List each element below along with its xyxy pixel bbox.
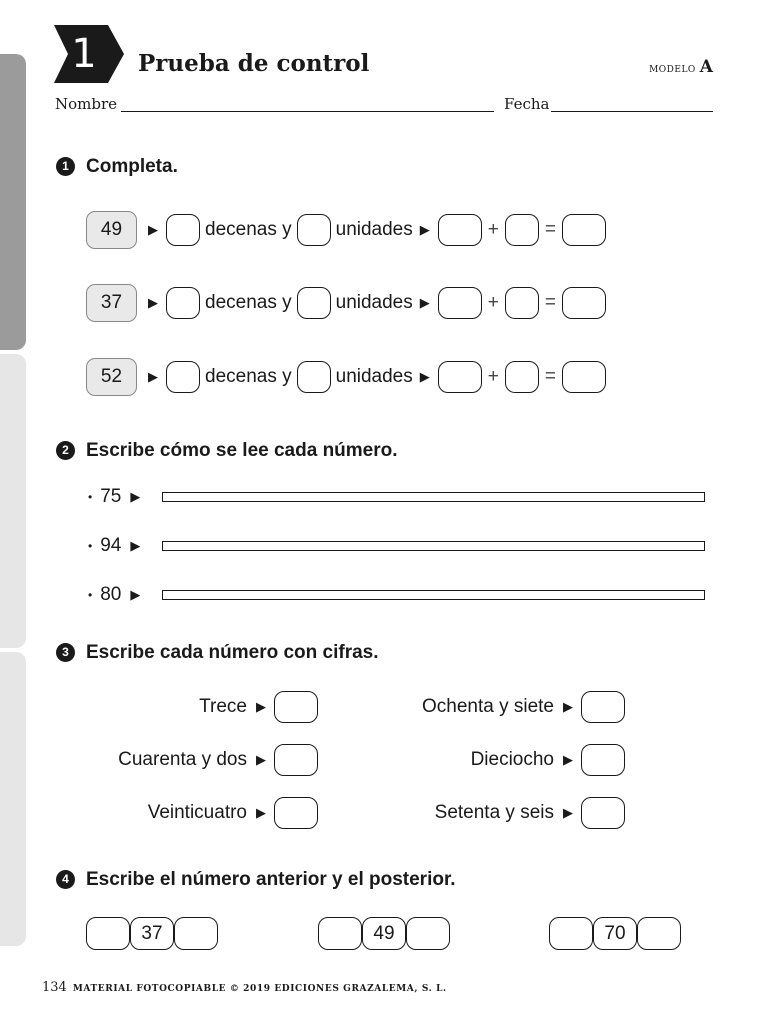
decompose-row: [86, 283, 606, 323]
exercise-number-badge: 2: [56, 441, 75, 460]
tens-label: decenas y: [205, 366, 292, 387]
addend-box[interactable]: [505, 214, 539, 246]
equals-sign: =: [544, 292, 556, 313]
write-answer-line[interactable]: [162, 590, 705, 600]
number-answer-box[interactable]: [274, 691, 318, 723]
given-number: 52: [86, 358, 137, 396]
arrow-icon: ▶: [148, 222, 158, 237]
arrow-icon: ▶: [130, 538, 141, 553]
word-to-number-row: [148, 796, 318, 830]
page-footer: [42, 980, 447, 995]
arrow-icon: ▶: [563, 805, 573, 820]
next-number-box[interactable]: [406, 917, 450, 950]
word-to-number-row: [199, 690, 318, 724]
write-answer-line[interactable]: [162, 541, 705, 551]
neighbor-sequence: [318, 917, 450, 950]
given-number: 49: [362, 917, 406, 950]
exercise-title: Escribe cómo se lee cada número.: [86, 440, 398, 461]
tens-answer-box[interactable]: [166, 287, 200, 319]
neighbor-sequence: [549, 917, 681, 950]
number-word: Setenta y seis: [434, 802, 554, 823]
arrow-icon: ▶: [563, 752, 573, 767]
arrow-icon: ▶: [130, 489, 141, 504]
number-word: Dieciocho: [470, 749, 554, 770]
exercise-3-heading: [56, 642, 379, 664]
sum-box[interactable]: [562, 287, 606, 319]
write-answer-line[interactable]: [162, 492, 705, 502]
equals-sign: =: [544, 366, 556, 387]
arrow-icon: ▶: [256, 699, 266, 714]
arrow-icon: ▶: [130, 587, 141, 602]
given-number: 70: [593, 917, 637, 950]
previous-number-box[interactable]: [318, 917, 362, 950]
units-label: unidades: [335, 219, 413, 240]
given-number: 37: [86, 284, 137, 322]
arrow-icon: ▶: [256, 805, 266, 820]
word-to-number-row: [422, 690, 625, 724]
previous-number-box[interactable]: [549, 917, 593, 950]
bullet: •: [88, 539, 93, 553]
plus-sign: +: [487, 219, 499, 240]
number-word: Ochenta y siete: [421, 696, 554, 717]
arrow-icon: ▶: [419, 222, 430, 237]
addend-box[interactable]: [438, 287, 482, 319]
equals-sign: =: [544, 219, 556, 240]
units-label: unidades: [335, 292, 413, 313]
exercise-number-badge: 4: [56, 870, 75, 889]
exercise-title: Escribe cada número con cifras.: [86, 642, 379, 663]
side-tab: [0, 354, 26, 648]
page-number: 134: [42, 980, 67, 995]
units-label: unidades: [335, 366, 413, 387]
arrow-icon: ▶: [148, 369, 158, 384]
number-answer-box[interactable]: [274, 744, 318, 776]
word-to-number-row: [435, 796, 625, 830]
number-answer-box[interactable]: [581, 691, 625, 723]
name-label: Nombre: [55, 95, 118, 113]
number-to-read: 80: [100, 584, 122, 605]
number-word: Cuarenta y dos: [118, 749, 247, 770]
number-to-read: 75: [100, 486, 122, 507]
number-answer-box[interactable]: [581, 744, 625, 776]
read-number-row: [88, 485, 140, 509]
exercise-4-heading: [56, 869, 456, 891]
side-tab: [0, 652, 26, 946]
decompose-row: [86, 357, 606, 397]
neighbor-sequence: [86, 917, 218, 950]
given-number: 49: [86, 211, 137, 249]
units-answer-box[interactable]: [297, 287, 331, 319]
addend-box[interactable]: [505, 361, 539, 393]
number-answer-box[interactable]: [581, 797, 625, 829]
given-number: 37: [130, 917, 174, 950]
date-label: Fecha: [504, 95, 550, 113]
sum-box[interactable]: [562, 214, 606, 246]
tens-answer-box[interactable]: [166, 361, 200, 393]
word-to-number-row: [471, 743, 625, 777]
exercise-1-heading: [56, 156, 178, 178]
model-indicator: [649, 57, 713, 77]
arrow-icon: ▶: [256, 752, 266, 767]
side-tab-active: [0, 54, 26, 350]
tens-label: decenas y: [205, 292, 292, 313]
exercise-number-badge: 3: [56, 643, 75, 662]
addend-box[interactable]: [505, 287, 539, 319]
read-number-row: [88, 583, 140, 607]
unit-number: 1: [71, 31, 97, 77]
number-word: Veinticuatro: [147, 802, 247, 823]
date-field[interactable]: [551, 111, 713, 112]
units-answer-box[interactable]: [297, 214, 331, 246]
exercise-title: Escribe el número anterior y el posterior.: [86, 869, 456, 890]
addend-box[interactable]: [438, 361, 482, 393]
bullet: •: [88, 490, 93, 504]
model-value: A: [699, 57, 713, 77]
exercise-2-heading: [56, 440, 398, 462]
number-to-read: 94: [100, 535, 122, 556]
page-title: Prueba de control: [138, 50, 370, 77]
addend-box[interactable]: [438, 214, 482, 246]
name-field[interactable]: [121, 111, 494, 112]
previous-number-box[interactable]: [86, 917, 130, 950]
model-label: modelo: [649, 61, 696, 76]
bullet: •: [88, 588, 93, 602]
word-to-number-row: [118, 743, 318, 777]
decompose-row: [86, 210, 606, 250]
next-number-box[interactable]: [637, 917, 681, 950]
arrow-icon: ▶: [148, 295, 158, 310]
tens-answer-box[interactable]: [166, 214, 200, 246]
units-answer-box[interactable]: [297, 361, 331, 393]
next-number-box[interactable]: [174, 917, 218, 950]
sum-box[interactable]: [562, 361, 606, 393]
exercise-title: Completa.: [86, 156, 178, 177]
unit-badge: [54, 25, 124, 83]
arrow-icon: ▶: [563, 699, 573, 714]
plus-sign: +: [487, 366, 499, 387]
arrow-icon: ▶: [419, 369, 430, 384]
number-answer-box[interactable]: [274, 797, 318, 829]
copyright-text: MATERIAL FOTOCOPIABLE © 2019 EDICIONES GRAZALEMA, S. L.: [72, 984, 447, 994]
tens-label: decenas y: [205, 219, 292, 240]
number-word: Trece: [199, 696, 247, 717]
exercise-number-badge: 1: [56, 157, 75, 176]
arrow-icon: ▶: [419, 295, 430, 310]
plus-sign: +: [487, 292, 499, 313]
read-number-row: [88, 534, 140, 558]
